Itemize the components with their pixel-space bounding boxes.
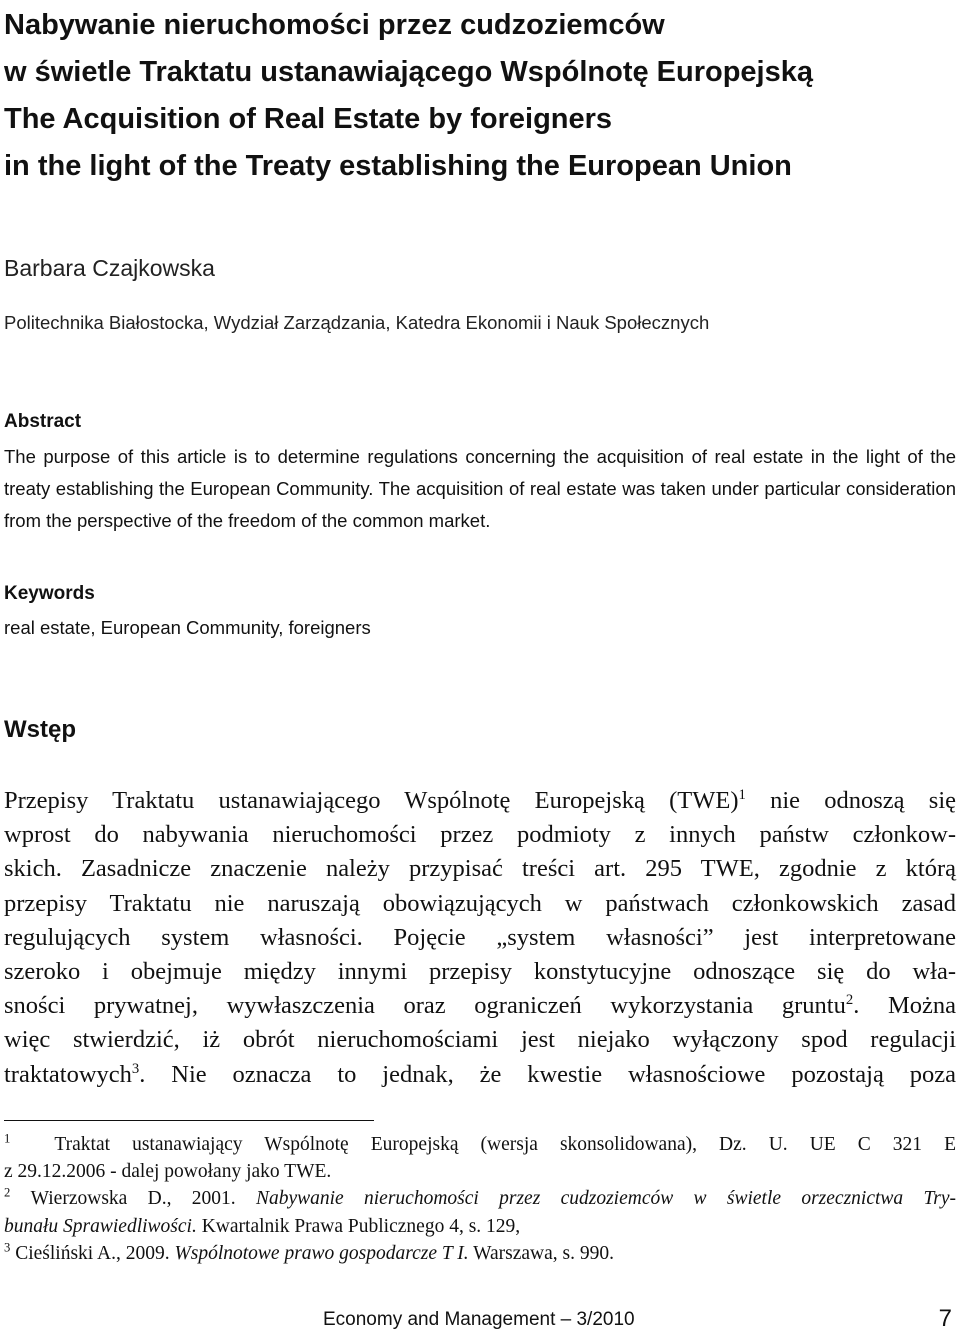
footnote-number: 2 (4, 1185, 11, 1200)
footnote-line: bunału Sprawiedliwości. Kwartalnik Prawa Publicznego 4, s. 129, (4, 1215, 521, 1237)
body-line: przepisy Traktatu nie naruszają obowiązujących w państwach członkowskich zasad (4, 889, 956, 917)
author-name: Barbara Czajkowska (4, 255, 215, 281)
footnote-line: $^3$ Cieśliński A., 2009. Wspólnotowe prawo gospodarcze T I. Warszawa, s. 990. (4, 1240, 614, 1264)
title-line-3: The Acquisition of Real Estate by foreigners (4, 103, 613, 135)
body-line: więc stwierdzić, iż obrót nieruchomościami jest niejako wyłączony spod regulacji (4, 1026, 956, 1054)
title-line-1: Nabywanie nieruchomości przez cudzoziemców (4, 9, 665, 41)
footnote-1 (4, 1131, 956, 1185)
footnote-number: 3 (4, 1240, 11, 1255)
keywords-text: real estate, European Community, foreigners (4, 617, 371, 638)
author-affiliation: Politechnika Białostocka, Wydział Zarządzania, Katedra Ekonomii i Nauk Społecznych (4, 312, 710, 333)
keywords-heading: Keywords (4, 583, 95, 604)
body-line: Przepisy Traktatu ustanawiającego Wspólnotę Europejską (TWE)$^1$ nie odnoszą się (4, 786, 956, 814)
body-paragraph (4, 784, 956, 1092)
footnote-line: z 29.12.2006 - dalej powołany jako TWE. (4, 1161, 332, 1183)
footnote-line: $^2$ Wierzowska D., 2001. Nabywanie nieruchomości przez cudzoziemców w świetle orzecznictwa Try- (4, 1185, 956, 1210)
footnote-ref: 1 (738, 786, 746, 803)
abstract-heading: Abstract (4, 411, 82, 432)
title-line-2: w świetle Traktatu ustanawiającego Wspólnotę Europejską (4, 56, 813, 88)
page-footer (0, 1305, 960, 1335)
footnotes (4, 1131, 956, 1267)
section-heading: Wstęp (4, 716, 76, 743)
title-line-4: in the light of the Treaty establishing the European Union (4, 150, 792, 182)
footnote-number: 1 (4, 1131, 11, 1146)
article-title (4, 2, 954, 190)
footnote-ref: 2 (845, 992, 854, 1009)
body-line: sności prywatnej, wywłaszczenia oraz ograniczeń wykorzystania gruntu$^2$. Można (4, 992, 956, 1020)
page-number: 7 (938, 1305, 952, 1332)
body-line: traktatowych$^3$. Nie oznacza to jednak, że kwestie własnościowe pozostają poza (4, 1060, 956, 1088)
footnote-3 (4, 1240, 956, 1267)
footnote-ref: 3 (131, 1060, 140, 1077)
body-line: skich. Zasadnicze znaczenie należy przypisać treści art. 295 TWE, zgodnie z którą (4, 855, 956, 883)
footnote-line: $^1$ Traktat ustanawiający Wspólnotę Europejską (wersja skonsolidowana), Dz. U. UE C 321 E (4, 1131, 956, 1155)
journal-name: Economy and Management – 3/2010 (323, 1309, 635, 1330)
footnote-separator (4, 1120, 374, 1121)
body-line: regulujących system własności. Pojęcie „system własności” jest interpretowane (4, 923, 956, 951)
footnote-2 (4, 1185, 956, 1239)
body-line: szeroko i obejmuje między innymi przepisy konstytucyjne odnoszące się do wła- (4, 958, 956, 986)
abstract-text: The purpose of this article is to determine regulations concerning the acquisition of real estate in the light of the treaty establishing the European Community. The acquisition of real estate was taken under particular consideration from the perspective of the freedom of the common market. (4, 446, 956, 531)
body-line: wprost do nabywania nieruchomości przez podmioty z innych państw członkow- (4, 821, 956, 849)
